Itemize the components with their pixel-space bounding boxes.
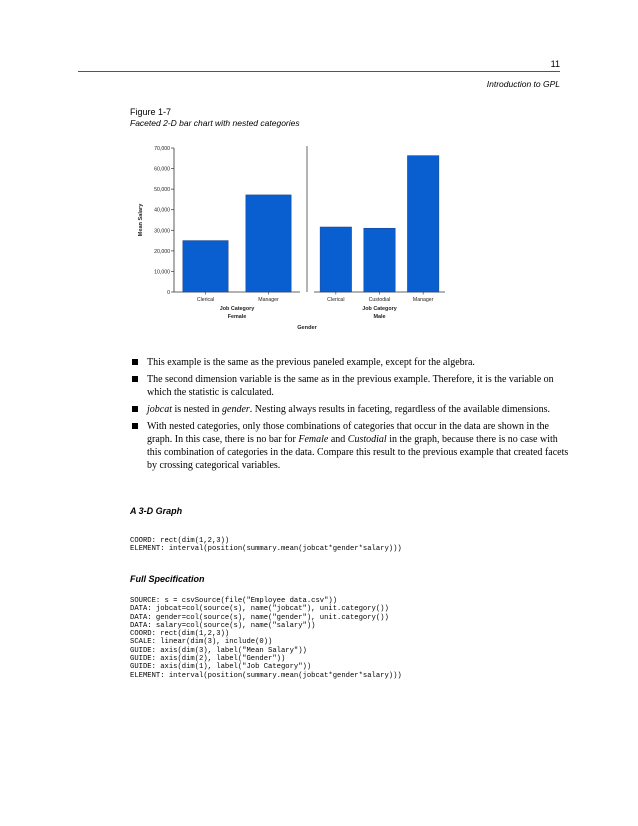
- faceted-bar-chart: [130, 138, 450, 338]
- bullet-text: is nested in: [172, 404, 222, 415]
- running-head: Introduction to GPL: [486, 79, 560, 89]
- code-block-full: SOURCE: s = csvSource(file("Employee data.csv")) DATA: jobcat=col(source(s), name("jobcat"), unit.category()) DATA: gender=col(source(s), name("gender"), unit.category()) DATA: salary=col(source(s), name("salary")) COORD: rect(dim(1,2,3)) SCALE: linear(dim(3), include(0)) GUIDE: axis(dim(3), label("Mean Salary")) GUIDE: axis(dim(2), label("Gender")) GUIDE: axis(dim(1), label("Job Category")) ELEMENT: interval(position(summary.mean(jobcat*gender*salary))): [130, 597, 402, 680]
- bar: [246, 195, 291, 292]
- bullet-text: and: [328, 434, 348, 445]
- y-tick-label: 20,000: [154, 248, 170, 255]
- x-tick-label: Clerical: [196, 297, 215, 303]
- y-axis-label: Mean Salary: [138, 203, 144, 237]
- bullet-text: With nested categories, only those combinations of categories that occur in the data are shown in the graph. In this case, there is no bar for: [147, 421, 549, 445]
- facet-axis-label: Job Category: [219, 306, 255, 312]
- bullet-square-icon: [132, 359, 138, 365]
- bullet-item: [130, 420, 570, 472]
- bullet-item: [130, 403, 570, 416]
- bullet-text: This example is the same as the previous paneled example, except for the algebra.: [147, 357, 475, 368]
- bar: [183, 241, 228, 292]
- y-tick-label: 50,000: [154, 187, 170, 194]
- bullet-text-italic: Female: [298, 434, 329, 445]
- figure-caption: Faceted 2-D bar chart with nested categories: [130, 118, 300, 128]
- bullet-item: [130, 373, 570, 399]
- bullet-text: The second dimension variable is the same as in the previous example. Therefore, it is the variable on which the statistic is calculated.: [147, 374, 554, 398]
- bullet-text-italic: Custodial: [347, 434, 387, 445]
- y-tick-label: 30,000: [154, 228, 170, 235]
- bullet-text: . Nesting always results in faceting, regardless of the available dimensions.: [249, 404, 550, 415]
- y-tick-label: 60,000: [154, 166, 170, 173]
- section-heading-3d: A 3-D Graph: [130, 506, 183, 516]
- bullet-square-icon: [132, 423, 138, 429]
- figure-label: Figure 1-7: [130, 107, 172, 117]
- bar: [320, 227, 351, 292]
- bar: [364, 228, 395, 292]
- bullet-list: [130, 356, 570, 476]
- outer-axis-label: Gender: [297, 325, 317, 331]
- y-tick-label: 70,000: [154, 146, 170, 152]
- x-tick-label: Clerical: [327, 297, 345, 303]
- x-tick-label: Manager: [258, 297, 279, 303]
- y-tick-label: 40,000: [154, 207, 170, 214]
- y-tick-label: 10,000: [154, 269, 170, 276]
- bullet-square-icon: [132, 406, 138, 412]
- code-block-3d: COORD: rect(dim(1,2,3)) ELEMENT: interval(position(summary.mean(jobcat*gender*salary))): [130, 537, 402, 554]
- bullet-text-italic: jobcat: [147, 404, 172, 415]
- bullet-text-italic: gender: [222, 404, 250, 415]
- facet-axis-label: Job Category: [362, 306, 397, 312]
- facet-name-label: Male: [373, 314, 386, 320]
- bar: [407, 156, 438, 292]
- section-heading-full: Full Specification: [130, 574, 205, 584]
- page-number: 11: [550, 59, 560, 69]
- bullet-square-icon: [132, 376, 138, 382]
- bullet-item: [130, 356, 570, 369]
- facet-name-label: Female: [227, 314, 247, 320]
- x-tick-label: Custodial: [368, 297, 391, 303]
- y-tick-label: 0: [167, 290, 170, 296]
- x-tick-label: Manager: [412, 297, 434, 303]
- bullet-text: in the graph, because there is no case with this combination of categories in the data. Compare this result to the previous example that created facets by crossing categorical variables.: [147, 434, 569, 471]
- header-rule: [78, 71, 560, 72]
